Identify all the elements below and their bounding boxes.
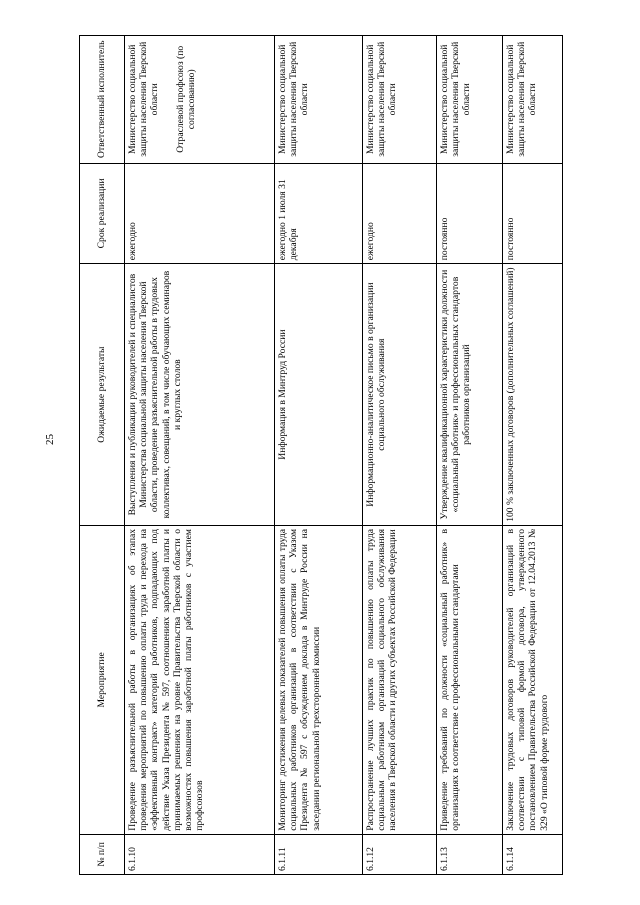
responsible-secondary: Отраслевой профсоюз (по согласованию) [174,45,197,153]
page-number: 25 [44,434,56,445]
table-row [437,36,503,875]
row-responsible: Министерство социальной защиты населения Тверской области [503,36,563,164]
row-event: Заключение трудовых договоров руководителей организаций в соответствии с типовой формой договора, утвержденного постановлением Правительства Российской Федерации от 12.04.2013 № 329 «О типовой форме трудового [503,525,563,834]
header-responsible: Ответственный исполнитель [80,36,125,164]
header-event: Мероприятие [80,525,125,834]
table-header-row [80,36,125,875]
row-responsible: Министерство социальной защиты населения Тверской области [437,36,503,164]
row-responsible: Министерство социальной защиты населения Тверской области [363,36,437,164]
row-results: Выступления и публикации руководителей и специалистов Министерства социальной защиты населения Тверской области, проведение разъяснительной работы в трудовых коллективах, совещаний, в том числе обучающих семинаров и круглых столов [125,264,275,526]
row-num: 6.1.14 [503,834,563,874]
table-row [125,36,275,875]
row-results: Информация в Минтруд России [275,264,363,526]
row-responsible [125,36,275,164]
table-row [275,36,363,875]
row-num: 6.1.13 [437,834,503,874]
table-row [503,36,563,875]
header-results: Ожидаемые результаты [80,264,125,526]
row-term: ежегодно [363,163,437,264]
row-term: постоянно [503,163,563,264]
responsible-primary: Министерство социальной защиты населения Тверской области [127,41,161,157]
row-num: 6.1.10 [125,834,275,874]
row-term: постоянно [437,163,503,264]
row-event: Мониторинг достижения целевых показателей повышения оплаты труда социальных работников организаций в соответствии с Указом Президента № 597 с обсуждением доклада в Минтруде России на заседании региональной трехсторонней комиссии [275,525,363,834]
row-term: ежегодно [125,163,275,264]
row-results: Информационно-аналитическое письмо в организации социального обслуживания [363,264,437,526]
row-event: Распространение лучших практик по повышению оплаты труда социальным работникам организаций социального обслуживания населения в Тверской области и других субъектах Российской Федерации [363,525,437,834]
row-term: ежегодно 1 июля 31 декабря [275,163,363,264]
row-responsible: Министерство социальной защиты населения Тверской области [275,36,363,164]
table-row [363,36,437,875]
rotated-table-container [79,35,599,875]
header-num: № п/п [80,834,125,874]
row-num: 6.1.12 [363,834,437,874]
row-results: 100 % заключенных договоров (дополнительных соглашений) [503,264,563,526]
header-term: Срок реализации [80,163,125,264]
row-num: 6.1.11 [275,834,363,874]
row-event: Приведение требований по должности «социальный работник» в организациях в соответствие с профессиональными стандартами [437,525,503,834]
row-results: Утверждение квалификационной характеристики должности «социальный работник» и профессиональных стандартов работников организаций [437,264,503,526]
measures-table [79,35,563,875]
row-event: Проведение разъяснительной работы в организациях об этапах проведения мероприятий по повышению оплаты труда и перехода на «эффективный контракт» категорий работников, подпадающих под действие Указа Президента № 597, соотношениях заработной платы и принимаемых решениях на уровне Правительства Тверской области о возможностях повышения заработной платы работников с участием профсоюзов [125,525,275,834]
